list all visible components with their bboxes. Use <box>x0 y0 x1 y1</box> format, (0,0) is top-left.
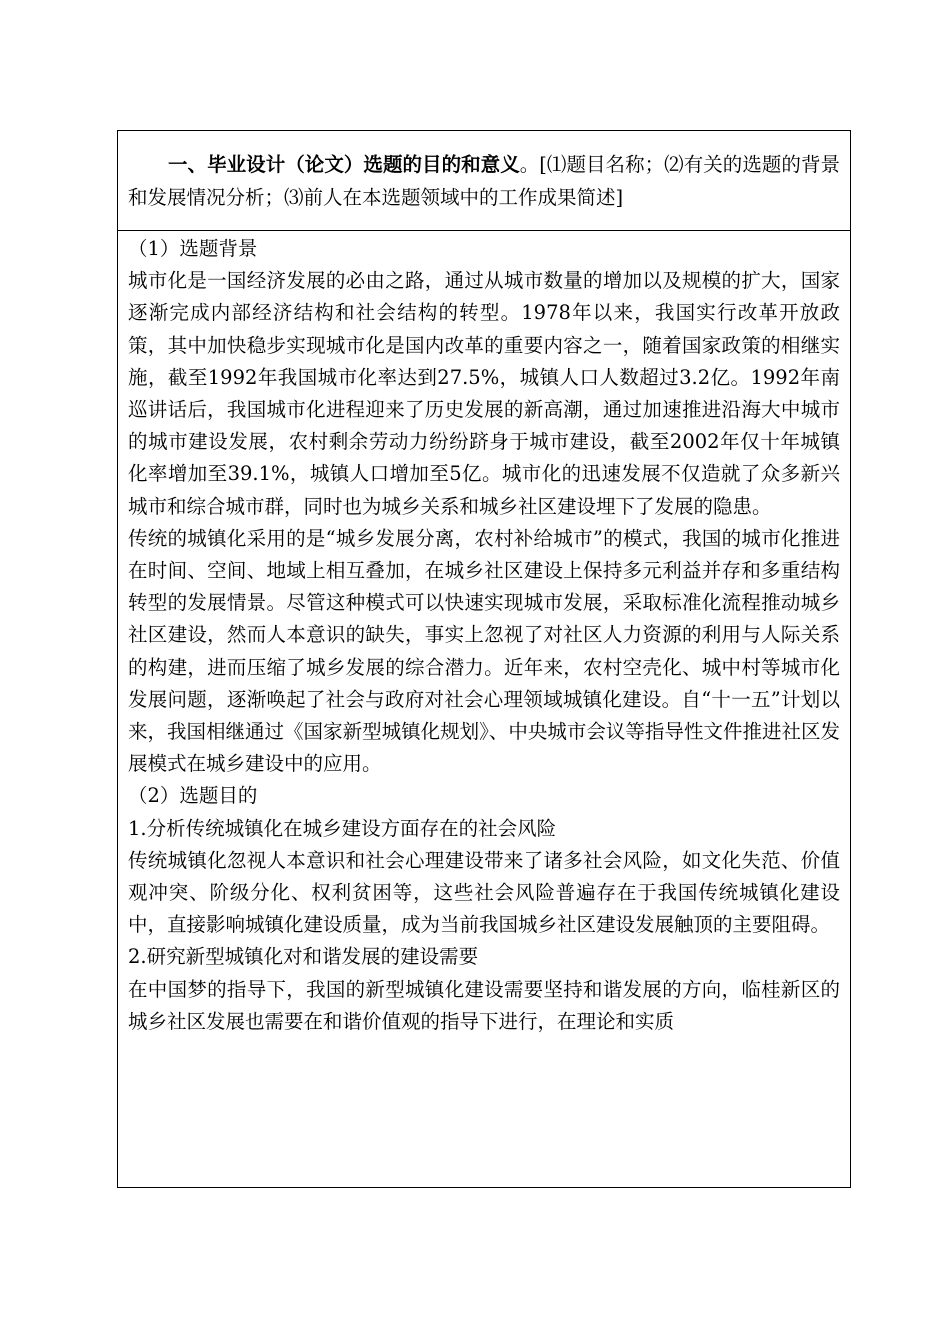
background-heading: （1）选题背景 <box>128 237 258 260</box>
document-table <box>117 130 851 1188</box>
purpose-item-1-title: 1.分析传统城镇化在城乡建设方面存在的社会风险 <box>128 816 557 840</box>
purpose-heading: （2）选题目的 <box>128 784 258 808</box>
purpose-item-2-title: 2.研究新型城镇化对和谐发展的建设需要 <box>128 945 479 969</box>
purpose-item-2-text: 在中国梦的指导下，我国的新型城镇化建设需要坚持和谐发展的方向，临桂新区的城乡社区发展也需要在和谐价值观的指导下进行，在理论和实质 <box>128 977 840 1033</box>
section-header <box>118 131 850 231</box>
purpose-item-1-text: 传统城镇化忽视人本意识和社会心理建设带来了诸多社会风险，如文化失范、价值观冲突、阶级分化、权利贫困等，这些社会风险普遍存在于我国传统城镇化建设中，直接影响城镇化建设质量，成为当前我国城乡社区建设发展触顶的主要阻碍。 <box>128 848 840 937</box>
section-title: 一、毕业设计（论文）选题的目的和意义 <box>168 153 520 176</box>
background-paragraph-2: 传统的城镇化采用的是“城乡发展分离，农村补给城市”的模式，我国的城市化推进在时间、空间、地域上相互叠加，在城乡社区建设上保持多元利益并存和多重结构转型的发展情景。尽管这种模式可以快速实现城市发展，采取标准化流程推动城乡社区建设，然而人本意识的缺失，事实上忽视了对社区人力资源的利用与人际关系的构建，进而压缩了城乡发展的综合潜力。近年来，农村空壳化、城中村等城市化发展问题，逐渐唤起了社会与政府对社会心理领域城镇化建设。自“十一五”计划以来，我国相继通过《国家新型城镇化规划》、中央城市会议等指导性文件推进社区发展模式在城乡建设中的应用。 <box>128 526 840 776</box>
section-content <box>118 231 850 1187</box>
section-note: 。[⑴题目名称；⑵有关的选题的背景和发展情况分析；⑶前人在本选题领域中的工作成果简述] <box>128 153 840 209</box>
background-paragraph-1: 城市化是一国经济发展的必由之路，通过从城市数量的增加以及规模的扩大，国家逐渐完成内部经济结构和社会结构的转型。1978年以来，我国实行改革开放政策，其中加快稳步实现城市化是国内改革的重要内容之一，随着国家政策的相继实施，截至1992年我国城市化率达到27.5%，城镇人口人数超过3.2亿。1992年南巡讲话后，我国城市化进程迎来了历史发展的新高潮，通过加速推进沿海大中城市的城市建设发展，农村剩余劳动力纷纷跻身于城市建设，截至2002年仅十年城镇化率增加至39.1%，城镇人口增加至5亿。城市化的迅速发展不仅造就了众多新兴城市和综合城市群，同时也为城乡关系和城乡社区建设埋下了发展的隐患。 <box>128 269 840 518</box>
